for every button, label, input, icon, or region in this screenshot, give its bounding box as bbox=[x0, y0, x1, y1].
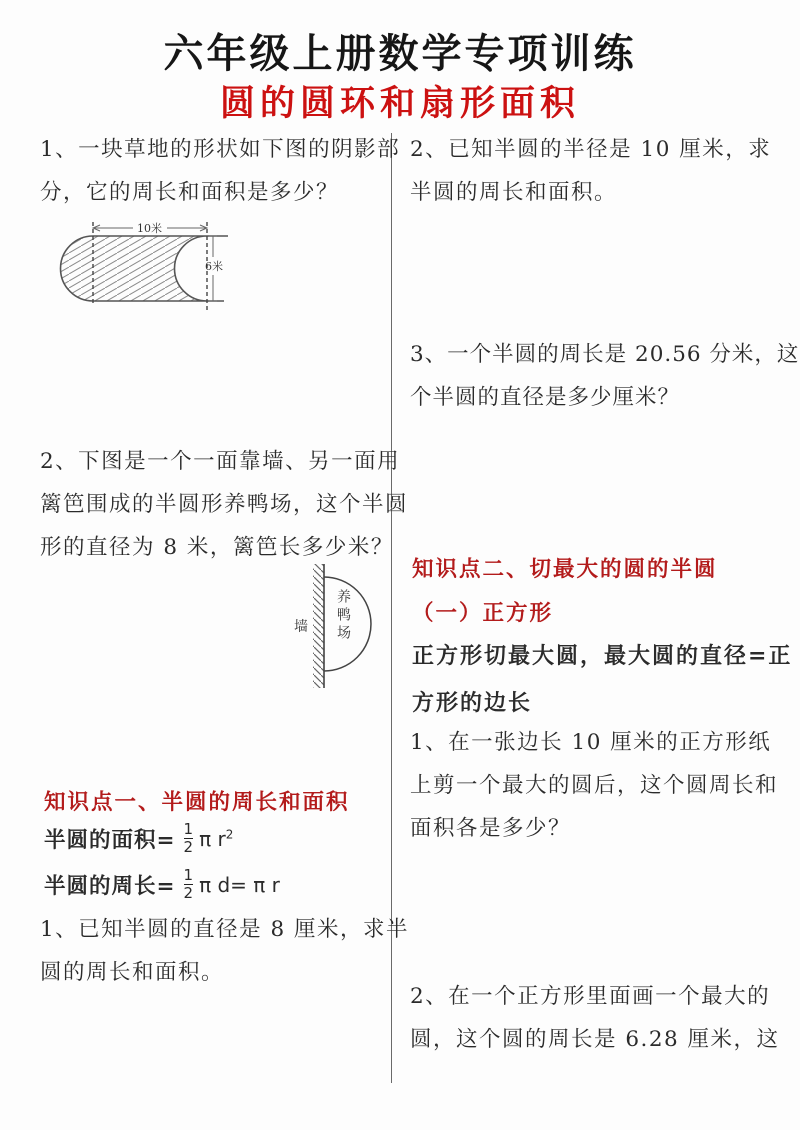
right-question-3 bbox=[410, 333, 800, 419]
grass-plot-drawing bbox=[45, 218, 250, 324]
question-line: 个半圆的直径是多少厘米？ bbox=[410, 385, 681, 410]
right-question-2 bbox=[410, 128, 782, 214]
fraction-one-half: $\frac{1}{2}$ bbox=[183, 866, 194, 902]
question-line: 篱笆围成的半圆形养鸭场，这个半圆 bbox=[40, 492, 409, 517]
left-question-2 bbox=[40, 440, 409, 569]
rule-line: 正方形切最大圆，最大圆的直径=正 bbox=[412, 643, 793, 669]
formula-tail: π d= π r bbox=[199, 872, 280, 897]
width-dimension-label: 10米 bbox=[137, 222, 162, 235]
right-question-2b bbox=[410, 975, 782, 1061]
question-line: 3、一个半圆的周长是 20.56 分米，这 bbox=[410, 342, 800, 367]
question-line: 形的直径为 8 米，篱笆长多少米？ bbox=[40, 535, 394, 560]
question-line: 1、已知半圆的直径是 8 厘米，求半 bbox=[40, 917, 410, 942]
left-question-3 bbox=[40, 908, 410, 994]
page-subtitle: 圆的圆环和扇形面积 bbox=[219, 83, 580, 124]
semicircle-perimeter-formula bbox=[44, 868, 280, 902]
wall-hatch bbox=[313, 564, 324, 688]
page-title: 六年级上册数学专项训练 bbox=[163, 30, 637, 77]
question-line: 2、在一个正方形里面画一个最大的 bbox=[410, 984, 771, 1009]
question-line: 分，它的周长和面积是多少？ bbox=[40, 180, 340, 205]
question-line: 1、一块草地的形状如下图的阴影部 bbox=[40, 137, 401, 162]
formula-tail: π $r^2$ bbox=[199, 826, 234, 851]
question-line: 2、已知半圆的半径是 10 厘米，求 bbox=[410, 137, 772, 162]
duck-pen-label: 养鸭场 bbox=[335, 589, 351, 643]
height-dimension-label: 6米 bbox=[205, 260, 223, 273]
left-question-1 bbox=[40, 128, 401, 214]
semicircle-area-formula bbox=[44, 822, 233, 856]
fraction-one-half: $\frac{1}{2}$ bbox=[183, 820, 194, 856]
question-line: 1、在一张边长 10 厘米的正方形纸 bbox=[410, 730, 772, 755]
formula-label: 半圆的周长= bbox=[44, 874, 176, 900]
max-circle-rule bbox=[412, 633, 793, 727]
shaded-region bbox=[61, 236, 208, 301]
formula-label: 半圆的面积= bbox=[44, 828, 176, 854]
question-line: 半圆的周长和面积。 bbox=[410, 180, 618, 205]
grass-plot-figure bbox=[45, 218, 250, 324]
knowledge-point-2-subheading: （一）正方形 bbox=[412, 601, 554, 626]
knowledge-point-1-heading: 知识点一、半圆的周长和面积 bbox=[44, 790, 350, 815]
wall-label: 墙 bbox=[294, 619, 309, 635]
question-line: 面积各是多少？ bbox=[410, 816, 572, 841]
question-line: 圆，这个圆的周长是 6.28 厘米，这 bbox=[410, 1027, 780, 1052]
right-question-1 bbox=[410, 721, 782, 850]
rule-line: 方形的边长 bbox=[412, 690, 533, 716]
question-line: 2、下图是一个一面靠墙、另一面用 bbox=[40, 449, 401, 474]
knowledge-point-2-heading: 知识点二、切最大的圆的半圆 bbox=[412, 557, 718, 582]
duck-pen-figure bbox=[293, 556, 393, 698]
question-line: 上剪一个最大的圆后，这个圆周长和 bbox=[410, 773, 779, 798]
question-line: 圆的周长和面积。 bbox=[40, 960, 225, 985]
